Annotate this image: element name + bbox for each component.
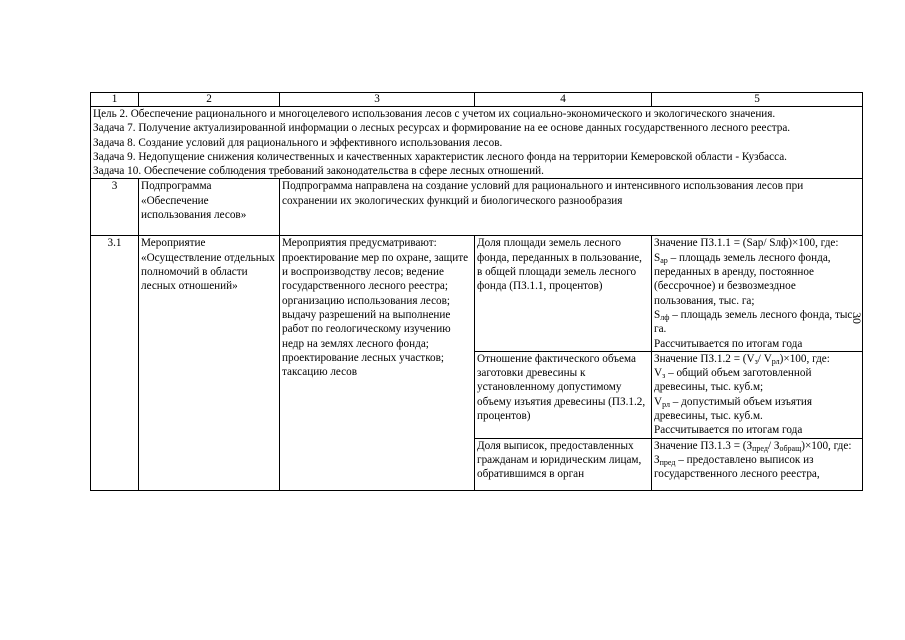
col-number-2: 2 <box>139 93 280 107</box>
task-9-text: Задача 9. Недопущение снижения количественных и качественных характеристик лесного фонда на территории Кемеровской области - Кузбасса. <box>93 150 787 163</box>
page-number: 30 <box>850 312 864 324</box>
indicator-1-formula: Значение ПЗ.1.1 = (Sар/ Sлф)×100, где: <box>654 237 839 250</box>
task-7-text: Задача 7. Получение актуализированной информации о лесных ресурсах и формирование на ее основе данных государственного лесного реестра. <box>93 122 791 135</box>
task-10-text: Задача 10. Обеспечение соблюдения требований законодательства в сфере лесных отношений. <box>93 165 544 178</box>
indicator-1-term-1: $S_{ар}$ – площадь земель лесного фонда, переданных в аренду, постоянное (бессрочное) и безвозмездное пользования, тыс. га; <box>654 251 831 307</box>
indicator-1-name: Доля площади земель лесного фонда, переданных в пользование, в общей площади земель лесного фонда (ПЗ.1.1, процентов) <box>475 236 652 351</box>
indicator-3-formula: Значение $ПЗ.1.3 = (З_{пред}/$ $З_{обращ})\times 100$, где: <box>654 439 852 453</box>
col-number-4: 4 <box>475 93 652 107</box>
indicator-2-term-2: $V_{рл}$ – допустимый объем изъятия древесины, тыс. куб.м. <box>654 395 813 423</box>
col-number-5: 5 <box>652 93 863 107</box>
col-number-1: 1 <box>91 93 139 107</box>
indicator-1-term-2: $S_{лф}$ – площадь земель лесного фонда, тыс. га. <box>654 308 856 336</box>
task-8-text: Задача 8. Создание условий для рационального и эффективного использования лесов. <box>93 136 503 149</box>
subprogram-row <box>91 179 863 236</box>
column-number-row <box>91 93 863 107</box>
goal-text: Цель 2. Обеспечение рационального и многоцелевого использования лесов с учетом их социально-экономического и экологического значения. <box>93 108 776 120</box>
goal-cell <box>91 107 863 179</box>
indicator-2-name: Отношение фактического объема заготовки древесины к установленному допустимому объему изъятия древесины (ПЗ.1.2, процентов) <box>475 351 652 438</box>
measure-name: Мероприятие «Осуществление отдельных полномочий в области лесных отношений» <box>139 236 280 490</box>
subprogram-number: 3 <box>91 179 139 236</box>
subprogram-description: Подпрограмма направлена на создание условий для рационального и интенсивного использования лесов при сохранении их экологических функций и биологического разнообразия <box>280 179 863 236</box>
indicator-3-term-1: $З_{пред}$ – предоставлено выписок из государственного лесного реестра, <box>654 453 820 481</box>
indicator-1-formula-cell <box>652 236 863 351</box>
measure-row-1 <box>91 236 863 351</box>
indicator-3-formula-cell <box>652 438 863 490</box>
indicator-1-note: Рассчитывается по итогам года <box>654 337 803 350</box>
program-table <box>90 92 863 491</box>
indicator-3-name: Доля выписок, предоставленных гражданам и юридическим лицам, обратившимся в орган <box>475 438 652 490</box>
indicator-2-formula-cell <box>652 351 863 438</box>
col-number-3: 3 <box>280 93 475 107</box>
indicator-2-term-1: $V_з$ – общий объем заготовленной древесины, тыс. куб.м; <box>654 367 812 394</box>
measure-number: 3.1 <box>91 236 139 490</box>
measure-description: Мероприятия предусматривают: проектирование мер по охране, защите и воспроизводству лесов; ведение государственного лесного реестра; организацию использования лесов; выдачу разрешений на выполнение работ по геологическому изучению недр на землях лесного фонда; проектирование лесных участков; таксацию лесов <box>280 236 475 490</box>
indicator-2-formula: Значение $ПЗ.1.2 = (V_з/$ $V_{рл})\times 100$, где: <box>654 352 830 366</box>
indicator-2-note: Рассчитывается по итогам года <box>654 424 803 437</box>
subprogram-name: Подпрограмма «Обеспечение использования лесов» <box>139 179 280 236</box>
goal-row <box>91 107 863 179</box>
